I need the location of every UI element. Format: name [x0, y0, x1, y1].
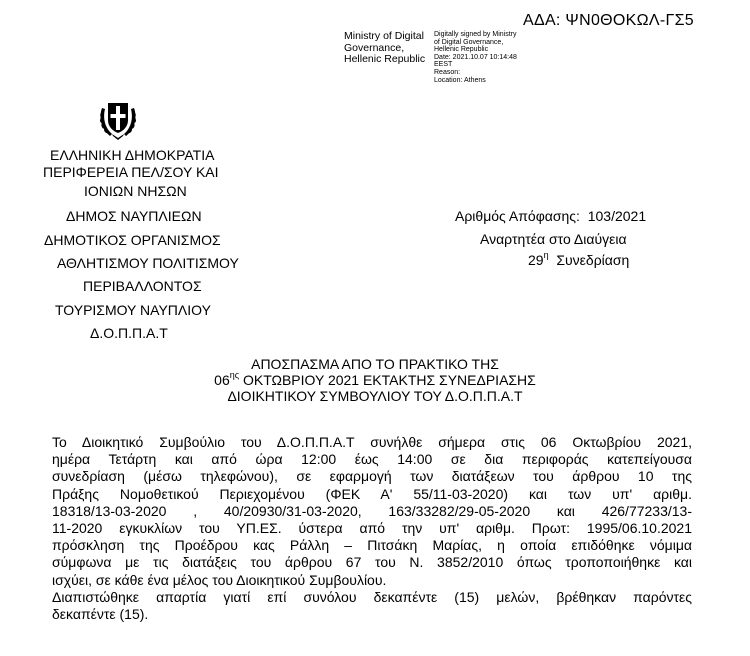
header-line: ΔΗΜΟΣ ΝΑΥΠΛΙΕΩΝ: [66, 208, 202, 224]
header-line: ΙΟΝΙΩΝ ΝΗΣΩΝ: [84, 183, 187, 199]
title-line-2: [150, 372, 600, 388]
title-date-sup: ης: [229, 370, 240, 381]
decision-number-label: Αριθμός Απόφασης:: [455, 208, 580, 224]
signature-details: [434, 31, 517, 84]
body-line: πρόσκληση της Προέδρου κας Ράλλη – Πιτσάκη Μαρίας, η οποία επιδόθηκε νόμιμα: [52, 537, 692, 554]
signature-detail-line: Location: Athens: [434, 76, 486, 84]
title-line-3: ΔΙΟΙΚΗΤΙΚΟΥ ΣΥΜΒΟΥΛΙΟΥ ΤΟΥ Δ.Ο.Π.Π.Α.Τ: [227, 388, 523, 404]
header-line: ΑΘΛΗΤΙΣΜΟΥ ΠΟΛΙΤΙΣΜΟΥ: [57, 255, 239, 271]
session-label: Συνεδρίαση: [556, 252, 630, 268]
body-line: Πράξης Νομοθετικού Περιεχομένου (ΦΕΚ Α' 55/11-03-2020) και των υπ' αριθμ.: [52, 485, 692, 502]
decision-number: [455, 208, 646, 224]
quorum-line: Διαπιστώθηκε απαρτία γιατί επί συνόλου δεκαπέντε (15) μελών, βρέθηκαν παρόντες: [52, 588, 692, 605]
body-line: συνεδρίαση (μέσω τηλεφώνου), σε εφαρμογή των διατάξεων του άρθρου 10 της: [52, 468, 692, 485]
header-line: Δ.Ο.Π.Π.Α.Τ: [90, 325, 168, 341]
signature-detail-line: of Digital Governance,: [434, 38, 504, 46]
signature-detail-line: Reason:: [434, 68, 461, 76]
header-line: ΤΟΥΡΙΣΜΟΥ ΝΑΥΠΛΙΟΥ: [55, 302, 211, 318]
signature-issuer-line: Governance,: [344, 41, 405, 54]
signature-issuer-line: Hellenic Republic: [344, 53, 426, 65]
body-line: 11-2020 εγκυκλίων του ΥΠ.ΕΣ. ύστερα από την υπ' αριθμ. Πρωτ: 1995/06.10.2021: [52, 520, 692, 537]
signature-issuer: [344, 31, 425, 66]
signature-detail-line: Date: 2021.10.07 10:14:48: [434, 53, 517, 61]
title-line-1: ΑΠΟΣΠΑΣΜΑ ΑΠΟ ΤΟ ΠΡΑΚΤΙΚΟ ΤΗΣ: [251, 356, 499, 372]
diavgeia-note: Αναρτητέα στο Διαύγεια: [480, 231, 627, 247]
decision-number-value: 103/2021: [587, 208, 647, 224]
body-line: Το Διοικητικό Συμβούλιο του Δ.Ο.Π.Π.Α.Τ συνήλθε σήμερα στις 06 Οκτωβρίου 2021,: [52, 434, 692, 450]
body-line: ισχύει, σε κάθε ένα μέλος του Διοικητικού Συμβουλίου.: [52, 571, 387, 588]
header-line: ΠΕΡΙΦΕΡΕΙΑ ΠΕΛ/ΣΟΥ ΚΑΙ: [43, 164, 219, 180]
signature-detail-line: Hellenic Republic: [434, 46, 489, 54]
signature-detail-line: Digitally signed by Ministry: [434, 31, 517, 38]
session-number: [528, 252, 629, 268]
signature-issuer-line: Ministry of Digital: [344, 30, 424, 42]
body-line: 18318/13-03-2020 , 40/20930/31-03-2020, 163/33282/29-05-2020 και 426/77233/13-: [52, 502, 692, 519]
quorum-line: δεκαπέντε (15).: [52, 606, 149, 623]
document-title: [150, 356, 600, 404]
ada-code: ΑΔΑ: ΨΝ0ΘΟΚΩΛ-ΓΣ5: [523, 12, 694, 29]
session-sup: η: [543, 250, 549, 261]
header-line: ΕΛΛΗΝΙΚΗ ΔΗΜΟΚΡΑΤΙΑ: [50, 147, 215, 163]
header-line: ΔΗΜΟΤΙΚΟΣ ΟΡΓΑΝΙΣΜΟΣ: [44, 232, 221, 248]
title-date-num: 06: [214, 372, 230, 388]
coat-of-arms-icon: [95, 96, 141, 142]
signature-detail-line: EEST: [434, 61, 453, 69]
body-line: ημέρα Τετάρτη και από ώρα 12:00 έως 14:00 σε δια περιφοράς κατεπείγουσα: [52, 451, 692, 468]
title-date-rest: ΟΚΤΩΒΡΙΟΥ 2021 ΕΚΤΑΚΤΗΣ ΣΥΝΕΔΡΙΑΣΗΣ: [239, 372, 536, 388]
body-line: σύμφωνα με τις διατάξεις του άρθρου 67 του Ν. 3852/2010 όπως τροποποιήθηκε και: [52, 554, 692, 571]
session-num: 29: [528, 252, 544, 268]
body-paragraph: [52, 434, 692, 623]
header-line: ΠΕΡΙΒΑΛΛΟΝΤΟΣ: [83, 278, 202, 294]
